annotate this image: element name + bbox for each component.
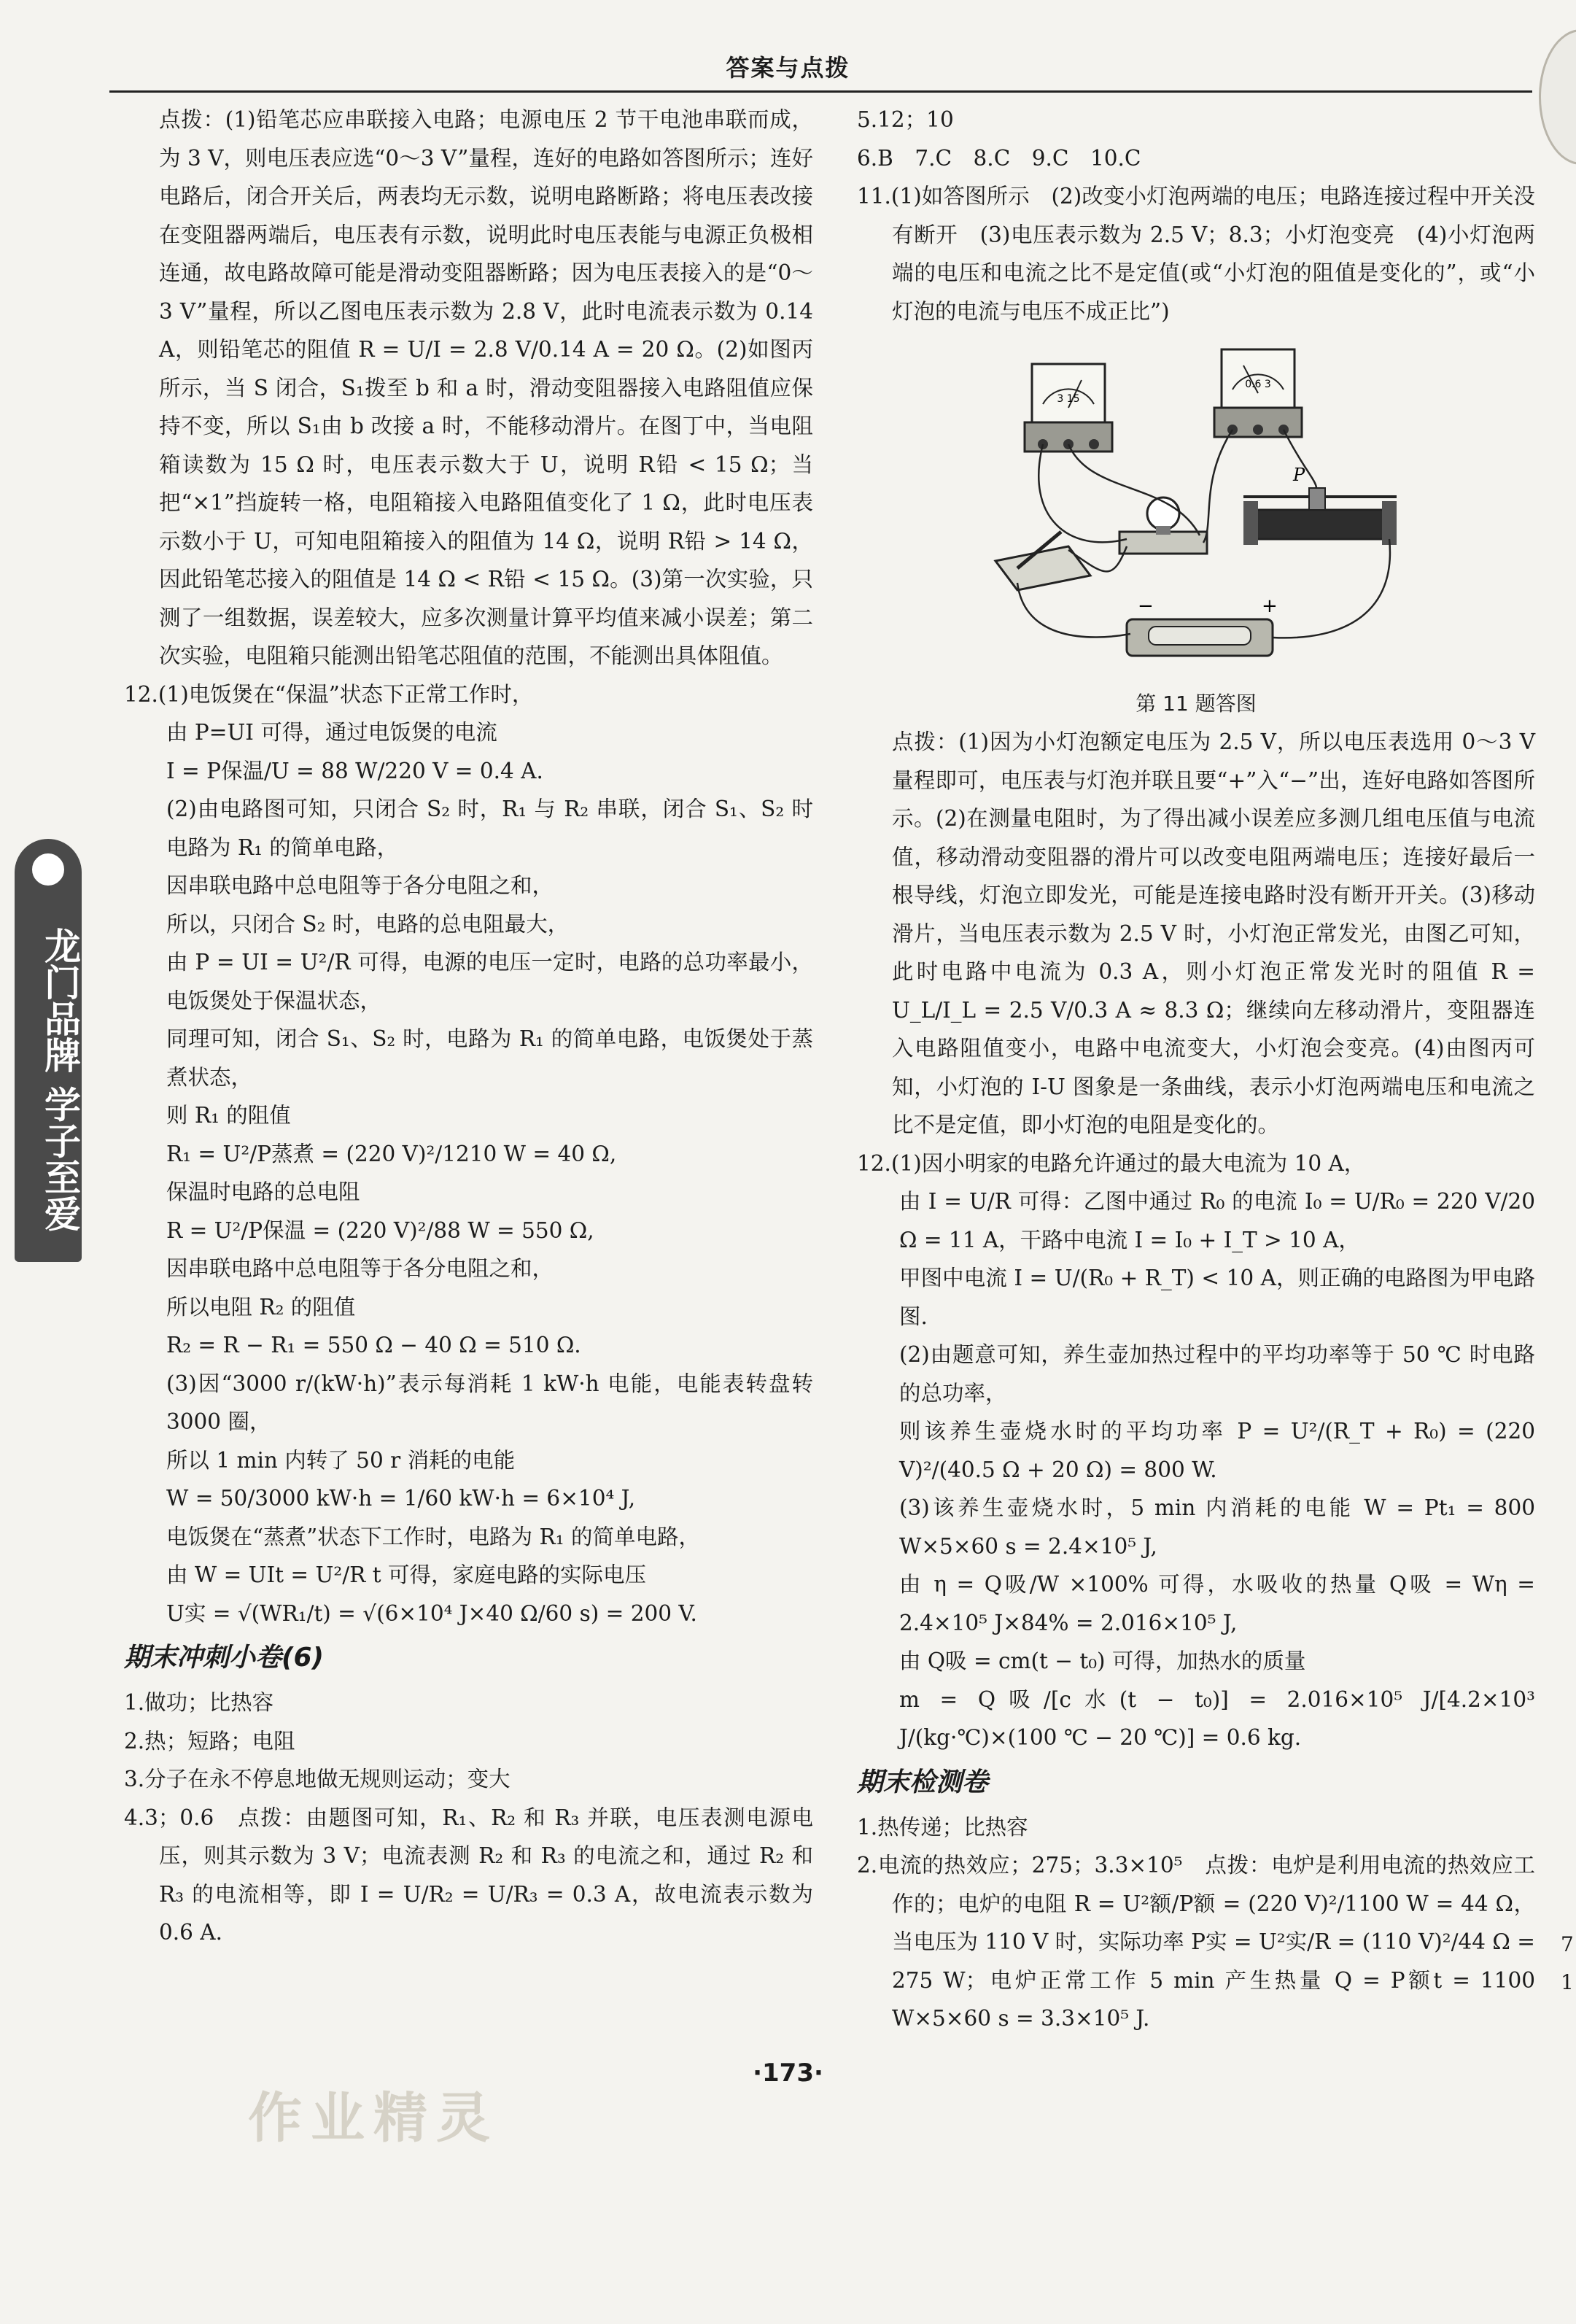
voltmeter (1025, 364, 1112, 452)
voltmeter-scale: 3 15 (1057, 393, 1080, 405)
answer-paragraph: U实 = √(WR₁/t) = √(6×10⁴ J×40 Ω/60 s) = 200 V. (166, 1600, 697, 1626)
plus-label: + (1262, 595, 1278, 617)
page-number: ·173· (753, 2058, 823, 2088)
answer-item: 2.热；短路；电阻 (124, 1728, 295, 1754)
circuit-figure (857, 335, 1535, 685)
answer-item: 3.分子在永不停息地做无规则运动；变大 (124, 1767, 511, 1792)
figure-caption: 第 11 题答图 (1136, 692, 1257, 716)
answer-paragraph: 由 P = UI = U²/R 可得，电源的电压一定时，电路的总功率最小，电饭煲处于保温状态， (166, 950, 813, 1013)
battery (1127, 595, 1278, 656)
ammeter-scale: 0.6 3 (1245, 379, 1271, 390)
answer-paragraph: 由 η = Q吸/W ×100% 可得，水吸收的热量 Q吸 = Wη = 2.4×10⁵ J×84% = 2.016×10⁵ J, (899, 1572, 1535, 1635)
answer-paragraph: 因串联电路中总电阻等于各分电阻之和， (166, 873, 554, 898)
slider-label: P (1293, 465, 1305, 485)
switch (995, 532, 1090, 590)
right-section-title: 期末检测卷 (857, 1767, 989, 1797)
side-badge (15, 839, 82, 1262)
edge-cut-text: 7 1 (1561, 1932, 1574, 1994)
answer-paragraph: I = P保温/U = 88 W/220 V = 0.4 A. (166, 758, 543, 783)
answer-paragraph: R₁ = U²/P蒸煮 = (220 V)²/1210 W = 40 Ω, (166, 1141, 617, 1166)
left-paragraphs (124, 101, 813, 1632)
answer-paragraph: R = U²/P保温 = (220 V)²/88 W = 550 Ω, (166, 1217, 594, 1243)
answer-paragraph: R₂ = R − R₁ = 550 Ω − 40 Ω = 510 Ω. (166, 1333, 581, 1357)
answer-paragraph: 12.(1)因小明家的电路允许通过的最大电流为 10 A， (857, 1150, 1366, 1176)
answer-paragraph: (3)因“3000 r/(kW·h)”表示每消耗 1 kW·h 电能，电能表转盘转 3000 圈， (166, 1371, 813, 1434)
answer-paragraph: 电饭煲在“蒸煮”状态下工作时，电路为 R₁ 的简单电路， (166, 1524, 700, 1549)
right-column (857, 101, 1535, 2038)
answer-paragraph: 保温时电路的总电阻 (166, 1180, 360, 1204)
minus-label: − (1138, 595, 1154, 617)
answer-paragraph: 由 P=UI 可得，通过电饭煲的电流 (166, 720, 497, 745)
answer-paragraph: 因串联电路中总电阻等于各分电阻之和， (166, 1256, 554, 1281)
ammeter (1214, 349, 1302, 437)
circuit-diagram (981, 335, 1418, 678)
answer-paragraph: (3)该养生壶烧水时，5 min 内消耗的电能 W = Pt₁ = 800 W×5×60 s = 2.4×10⁵ J, (899, 1495, 1535, 1559)
answer-paragraph: (2)由电路图可知，只闭合 S₂ 时，R₁ 与 R₂ 串联，闭合 S₁、S₂ 时电路为 R₁ 的简单电路， (166, 797, 813, 860)
answer-paragraph: 则 R₁ 的阻值 (166, 1103, 291, 1128)
badge-dot (28, 849, 69, 890)
header-rule (109, 90, 1532, 93)
answer-paragraph: m = Q吸/[c水(t − t₀)] = 2.016×10⁵ J/[4.2×10³ J/(kg·℃)×(100 ℃ − 20 ℃)] = 0.6 kg. (899, 1686, 1535, 1750)
answer-item: 1.做功；比热容 (124, 1690, 274, 1715)
answer-item: 2.电流的热效应；275；3.3×10⁵ 点拨：电炉是利用电流的热效应工作的；电炉的电阻 R = U²额/P额 = (220 V)²/1100 W = 44 Ω，当电压为 110 V 时，实际功率 P实 = U²实/R = (110 V)²/44 Ω = 275 W；电炉正常工作 5 min 产生热量 Q = P额t = 1100 W×5×60 s = 3.3×10⁵ J. (857, 1853, 1535, 2031)
answer-paragraph: 由 I = U/R 可得：乙图中通过 R₀ 的电流 I₀ = U/R₀ = 220 V/20 Ω = 11 A，干路中电流 I = I₀ + I_T > 10 A， (899, 1189, 1535, 1252)
answer-paragraph: 所以，只闭合 S₂ 时，电路的总电阻最大， (166, 911, 570, 937)
rheostat (1243, 465, 1397, 545)
left-section-items (124, 1684, 813, 1952)
answer-paragraph: 则该养生壶烧水时的平均功率 P = U²/(R_T + R₀) = (220 V)²/(40.5 Ω + 20 Ω) = 800 W. (899, 1419, 1535, 1482)
page-header-title: 答案与点拨 (726, 54, 850, 82)
answer-paragraph: 5.12；10 (857, 107, 954, 132)
right-section-items (857, 1808, 1535, 2038)
answer-paragraph: W = 50/3000 kW·h = 1/60 kW·h = 6×10⁴ J, (166, 1486, 636, 1511)
side-badge-text: 龙门品牌 学子至爱 (39, 927, 81, 1232)
answer-paragraph: 同理可知，闭合 S₁、S₂ 时，电路为 R₁ 的简单电路，电饭煲处于蒸煮状态， (166, 1026, 813, 1090)
answer-paragraph: 点拨：(1)铅笔芯应串联接入电路；电源电压 2 节干电池串联而成，为 3 V，则电压表应选“0～3 V”量程，连好的电路如答图所示；连好电路后，闭合开关后，两表均无示数，说明电路断路；将电压表改接在变阻器两端后，电压表有示数，说明此时电压表能与电源正负极相连通，故电路故障可能是滑动变阻器断路；因为电压表接入的是“0～3 V”量程，所以乙图电压表示数为 2.8 V，此时电流表示数为 0.14 A，则铅笔芯的阻值 R = U/I = 2.8 V/0.14 A = 20 Ω。(2)如图丙所示，当 S 闭合，S₁拨至 b 和 a 时，滑动变阻器接入电路阻值应保持不变，所以 S₁由 b 改接 a 时，不能移动滑片。在图丁中，当电阻箱读数为 15 Ω 时，电压表示数大于 U，说明 R铅 < 15 Ω；当把“×1”挡旋转一格，电阻箱接入电路阻值变化了 1 Ω，此时电压表示数小于 U，可知电阻箱接入的阻值为 14 Ω，说明 R铅 > 14 Ω，因此铅笔芯接入的阻值是 14 Ω < R铅 < 15 Ω。(3)第一次实验，只测了一组数据，误差较大，应多次测量计算平均值来减小误差；第二次实验，电阻箱只能测出铅笔芯阻值的范围，不能测出具体阻值。 (159, 107, 813, 668)
answer-paragraph: 12.(1)电饭煲在“保温”状态下正常工作时， (124, 681, 534, 707)
answer-paragraph: (2)由题意可知，养生壶加热过程中的平均功率等于 50 ℃ 时电路的总功率， (899, 1342, 1535, 1406)
answer-item: 4.3；0.6 点拨：由题图可知，R₁、R₂ 和 R₃ 并联，电压表测电源电压，则其示数为 3 V；电流表测 R₂ 和 R₃ 的电流之和，通过 R₂ 和 R₃ 的电流相等，即 I = U/R₂ = U/R₃ = 0.3 A，故电流表示数为 0.6 A. (124, 1805, 813, 1945)
page-header (0, 0, 1576, 93)
answer-paragraph: 6.B 7.C 8.C 9.C 10.C (857, 145, 1141, 171)
answer-paragraph: 所以电阻 R₂ 的阻值 (166, 1294, 356, 1320)
answer-paragraph: 由 Q吸 = cm(t − t₀) 可得，加热水的质量 (899, 1649, 1306, 1673)
answer-paragraph: 甲图中电流 I = U/(R₀ + R_T) < 10 A，则正确的电路图为甲电路图. (899, 1266, 1535, 1329)
right-top-paragraphs (857, 101, 1535, 330)
watermark: 作业精灵 (248, 2087, 499, 2150)
answer-paragraph: 点拨：(1)因为小灯泡额定电压为 2.5 V，所以电压表选用 0～3 V 量程即可，电压表与灯泡并联且要“+”入“−”出，连好电路如答图所示。(2)在测量电阻时，为了得出减小误差应多测几组电压值与电流值，移动滑动变阻器的滑片可以改变电阻两端电压；连接好最后一根导线，灯泡立即发光，可能是连接电路时没有断开开关。(3)移动滑片，当电压表示数为 2.5 V 时，小灯泡正常发光，由图乙可知，此时电路中电流为 0.3 A，则小灯泡正常发光时的阻值 R = U_L/I_L = 2.5 V/0.3 A ≈ 8.3 Ω；继续向左移动滑片，变阻器连入电路阻值变小，电路中电流变大，小灯泡会变亮。(4)由图丙可知，小灯泡的 I-U 图象是一条曲线，表示小灯泡两端电压和电流之比不是定值，即小灯泡的电阻是变化的。 (892, 729, 1535, 1137)
right-bottom-paragraphs (857, 723, 1535, 1757)
answer-paragraph: 所以 1 min 内转了 50 r 消耗的电能 (166, 1447, 516, 1473)
left-section-title: 期末冲刺小卷(6) (124, 1643, 324, 1673)
answer-paragraph: 11.(1)如答图所示 (2)改变小灯泡两端的电压；电路连接过程中开关没有断开 (3)电压表示数为 2.5 V；8.3；小灯泡变亮 (4)小灯泡两端的电压和电流之比不是定值(或“小灯泡的阻值是变化的”，或“小灯泡的电流与电压不成正比”) (857, 184, 1535, 324)
answer-paragraph: 由 W = UIt = U²/R t 可得，家庭电路的实际电压 (166, 1562, 646, 1587)
left-column (124, 101, 813, 1952)
answer-item: 1.热传递；比热容 (857, 1814, 1028, 1840)
